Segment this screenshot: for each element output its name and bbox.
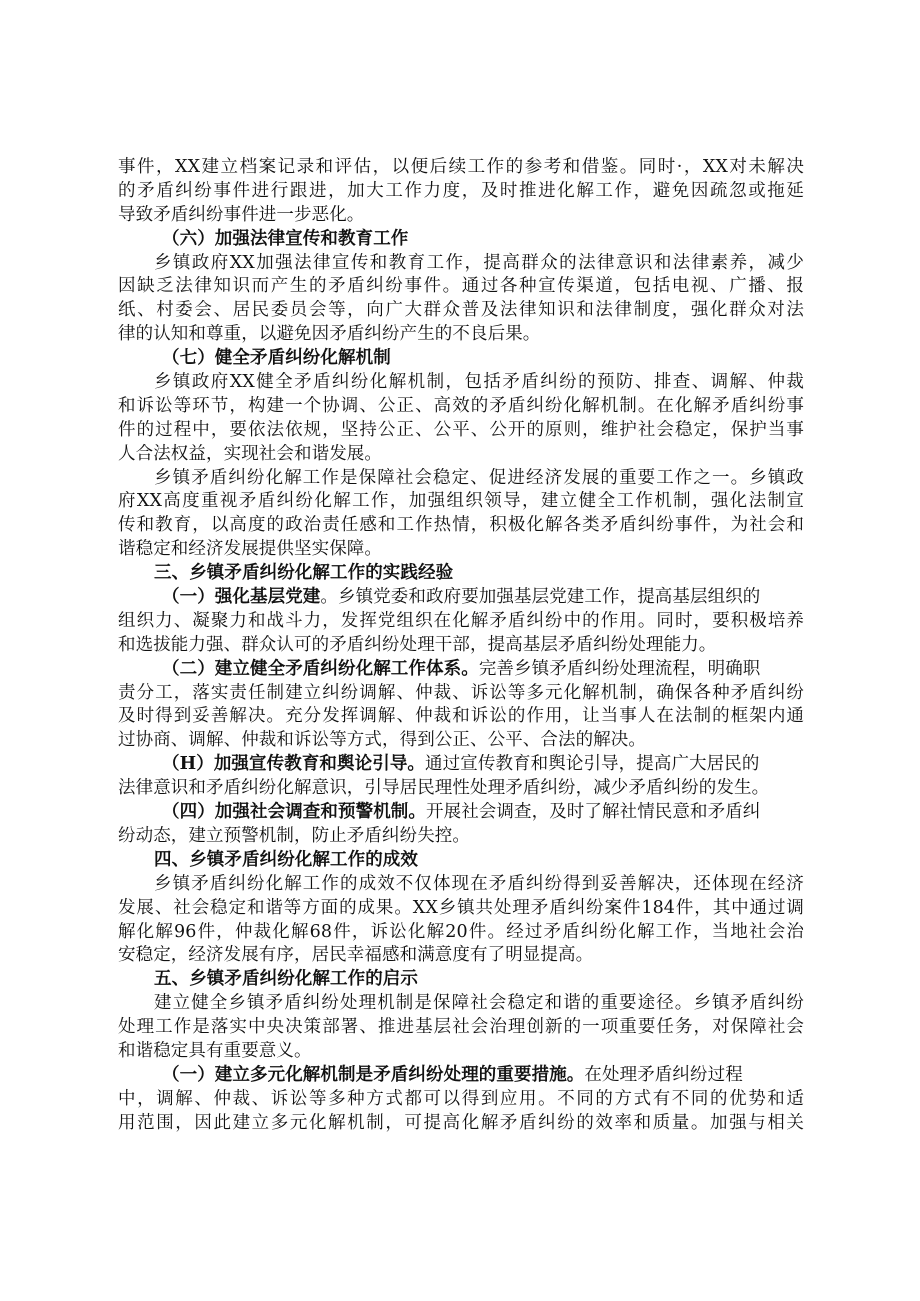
text-line: 和诉讼等环节，构建一个协调、公正、高效的矛盾纠纷化解机制。在化解矛盾纠纷事 xyxy=(118,395,804,416)
section-heading: 五、乡镇矛盾纠纷化解工作的启示 xyxy=(154,969,418,990)
text-line: 安稳定，经济发展有序，居民幸福感和满意度有了明显提高。 xyxy=(118,945,594,966)
text-line: 乡镇政府XX健全矛盾纠纷化解机制，包括矛盾纠纷的预防、排查、调解、仲裁 xyxy=(154,372,804,393)
text-line: 建立健全乡镇矛盾纠纷处理机制是保障社会稳定和谐的重要途径。乡镇矛盾纠纷 xyxy=(154,993,804,1014)
text-line: 导致矛盾纠纷事件进一步恶化。 xyxy=(118,204,365,225)
text-line: 纷动态，建立预警机制，防止矛盾纠纷失控。 xyxy=(118,825,470,846)
text-line: 解化解96件，仲裁化解68件，诉讼化解20件。经过矛盾纠纷化解工作，当地社会治 xyxy=(118,921,804,942)
text-line: （二）建立健全矛盾纠纷化解工作体系。完善乡镇矛盾纠纷处理流程，明确职 xyxy=(162,658,761,679)
text-line: 发展、社会稳定和谐等方面的成果。XX乡镇共处理矛盾纠纷案件184件，其中通过调 xyxy=(118,897,804,918)
section-heading: 四、乡镇矛盾纠纷化解工作的成效 xyxy=(154,849,418,870)
document-body xyxy=(118,156,804,1136)
text-line: 和选拔能力强、群众认可的矛盾纠纷处理干部，提高基层矛盾纠纷处理能力。 xyxy=(118,634,717,655)
text-line: 府XX高度重视矛盾纠纷化解工作，加强组织领导，建立健全工作机制，强化法制宣 xyxy=(118,491,804,512)
text-line: 组织力、凝聚力和战斗力，发挥党组织在化解矛盾纠纷中的作用。同时，要积极培养 xyxy=(118,610,804,631)
text-line: 及时得到妥善解决。充分发挥调解、仲裁和诉讼的作用，让当事人在法制的框架内通 xyxy=(118,706,804,727)
text-line: 乡镇矛盾纠纷化解工作的成效不仅体现在矛盾纠纷得到妥善解决，还体现在经济 xyxy=(154,873,804,894)
text-line: 谐稳定和经济发展提供坚实保障。 xyxy=(118,539,382,560)
text-line: 法律意识和矛盾纠纷化解意识，引导居民理性处理矛盾纠纷，减少矛盾纠纷的发生。 xyxy=(118,778,770,799)
text-line: 件的过程中，要依法依规，坚持公正、公平、公开的原则，维护社会稳定，保护当事 xyxy=(118,419,804,440)
text-line: （一）建立多元化解机制是矛盾纠纷处理的重要措施。在处理矛盾纠纷过程 xyxy=(162,1064,743,1085)
text-line: 律的认知和尊重，以避免因矛盾纠纷产生的不良后果。 xyxy=(118,324,541,345)
text-line: 的矛盾纠纷事件进行跟进，加大工作力度，及时推进化解工作，避免因疏忽或拖延 xyxy=(118,180,804,201)
section-heading: （七）健全矛盾纠纷化解机制 xyxy=(162,348,391,369)
section-heading: 三、乡镇矛盾纠纷化解工作的实践经验 xyxy=(154,563,454,584)
text-line: 乡镇政府XX加强法律宣传和教育工作，提高群众的法律意识和法律素养，减少 xyxy=(154,252,804,273)
text-line: 责分工，落实责任制建立纠纷调解、仲裁、诉讼等多元化解机制，确保各种矛盾纠纷 xyxy=(118,682,804,703)
section-heading: （六）加强法律宣传和教育工作 xyxy=(162,228,409,249)
text-line: 用范围，因此建立多元化解机制，可提高化解矛盾纠纷的效率和质量。加强与相关 xyxy=(118,1112,804,1133)
text-line: 事件，XX建立档案记录和评估，以便后续工作的参考和借鉴。同时·，XX对未解决 xyxy=(118,157,804,177)
text-line: （一）强化基层党建。乡镇党委和政府要加强基层党建工作，提高基层组织的 xyxy=(162,587,761,608)
text-line: （四）加强社会调查和预警机制。开展社会调查，及时了解社情民意和矛盾纠 xyxy=(162,802,761,823)
text-line: 纸、村委会、居民委员会等，向广大群众普及法律知识和法律制度，强化群众对法 xyxy=(118,300,804,321)
text-line: 人合法权益，实现社会和谐发展。 xyxy=(118,443,382,464)
text-line: 和谐稳定具有重要意义。 xyxy=(118,1040,312,1061)
text-line: 乡镇矛盾纠纷化解工作是保障社会稳定、促进经济发展的重要工作之一。乡镇政 xyxy=(154,467,804,488)
text-line: 处理工作是落实中央决策部署、推进基层社会治理创新的一项重要任务，对保障社会 xyxy=(118,1017,804,1038)
text-line: 传和教育，以高度的政治责任感和工作热情，积极化解各类矛盾纠纷事件，为社会和 xyxy=(118,515,804,536)
text-line: 过协商、调解、仲裁和诉讼等方式，得到公正、公平、合法的解决。 xyxy=(118,730,646,751)
text-line: 中，调解、仲裁、诉讼等多种方式都可以得到应用。不同的方式有不同的优势和适 xyxy=(118,1088,804,1109)
text-line: 因缺乏法律知识而产生的矛盾纠纷事件。通过各种宣传渠道，包括电视、广播、报 xyxy=(118,276,804,297)
text-line: （H）加强宣传教育和舆论引导。通过宣传教育和舆论引导，提高广大居民的 xyxy=(162,754,760,775)
